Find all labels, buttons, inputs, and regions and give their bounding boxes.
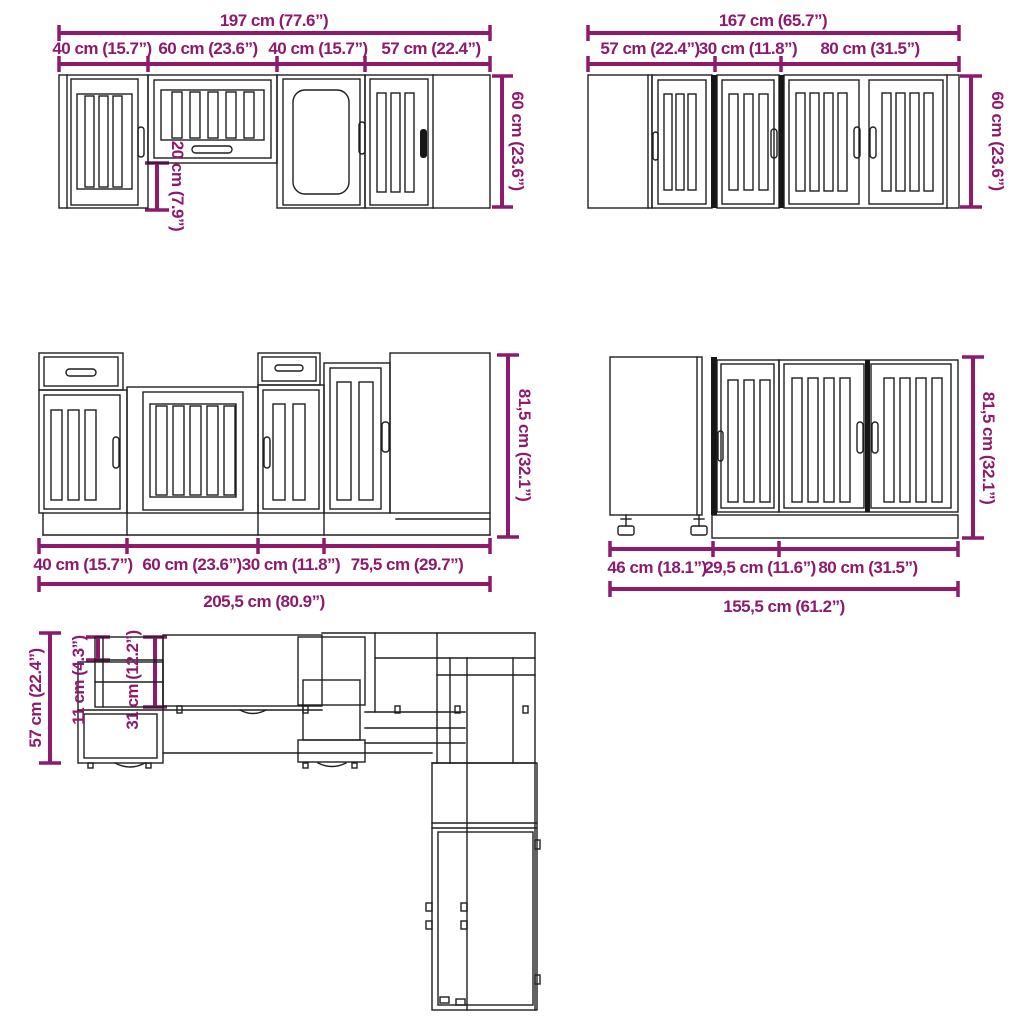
plan-depth-wall-label: 31 cm (12.2”) [123,630,142,730]
base-left-segment-2-label: 60 cm (23.6”) [142,555,242,574]
plan-view-drawing [78,633,540,1010]
wall-right-height-label: 60 cm (23.6”) [988,91,1007,191]
base-left-height-label: 81,5 cm (32.1”) [515,388,534,502]
base-row-right-drawing [610,357,958,538]
wall-left-segment-3-label: 40 cm (15.7”) [268,39,368,58]
plan-depth-total-label: 57 cm (22.4”) [26,648,45,748]
base-right-segment-3-label: 80 cm (31.5”) [818,558,918,577]
wall-right-total-width-label: 167 cm (65.7”) [718,11,828,30]
base-left-segment-1-label: 40 cm (15.7”) [33,555,133,574]
wall-row-right-drawing [588,75,959,208]
wall-right-segment-2-label: 30 cm (11.8”) [698,39,798,58]
wall-left-drop-label: 20 cm (7.9”) [168,140,187,232]
base-right-segment-2-label: 29,5 cm (11.6”) [704,558,816,577]
base-left-total-width-label: 205,5 cm (80.9”) [203,592,325,611]
base-right-height-label: 81,5 cm (32.1”) [979,391,998,505]
base-right-total-width-label: 155,5 cm (61.2”) [723,597,845,616]
wall-right-segment-3-label: 80 cm (31.5”) [820,39,920,58]
wall-row-left-drawing [59,75,490,208]
wall-left-segment-2-label: 60 cm (23.6”) [158,39,258,58]
wall-left-segment-1-label: 40 cm (15.7”) [52,39,152,58]
plan-depth-upper-label: 11 cm (4.3”) [69,635,88,725]
base-left-segment-4-label: 75,5 cm (29.7”) [350,555,464,574]
base-right-segment-1-label: 46 cm (18.1”) [607,558,707,577]
wall-right-segment-1-label: 57 cm (22.4”) [600,39,700,58]
base-row-left-drawing [39,353,490,535]
wall-left-total-width-label: 197 cm (77.6”) [219,11,329,30]
base-left-segment-3-label: 30 cm (11.8”) [241,555,341,574]
wall-left-segment-4-label: 57 cm (22.4”) [381,39,481,58]
wall-left-height-label: 60 cm (23.6”) [508,91,527,191]
